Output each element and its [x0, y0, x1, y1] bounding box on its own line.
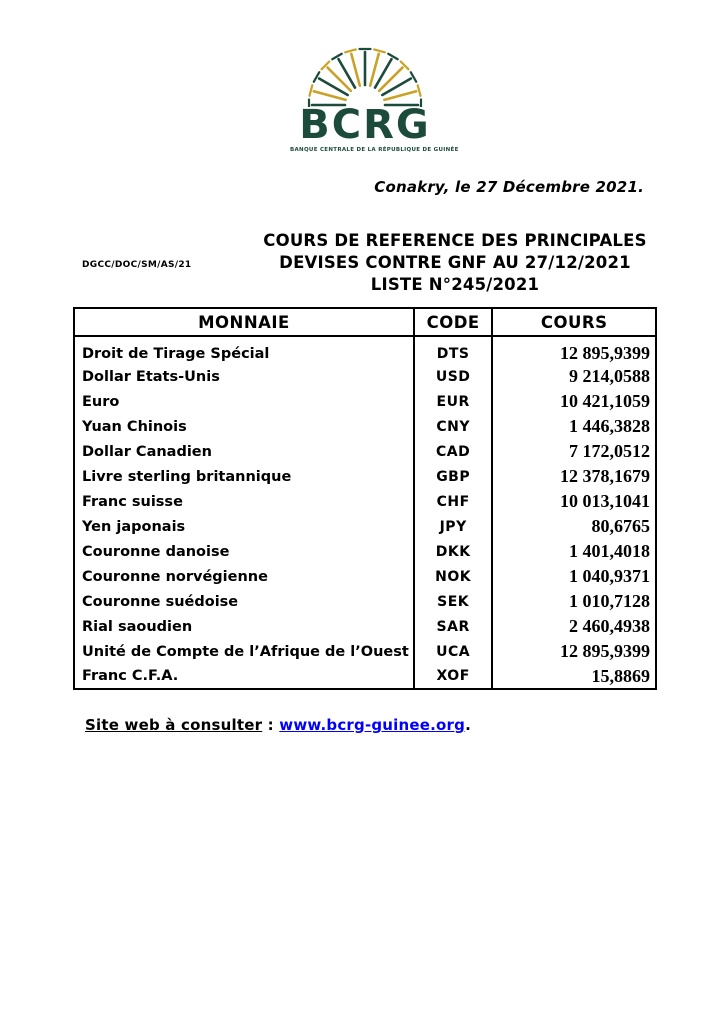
cell-rate: 10 013,1041 — [560, 491, 650, 511]
table-row — [74, 589, 656, 614]
cell-code: DKK — [414, 539, 493, 564]
cell-code: GBP — [414, 464, 493, 489]
cell-currency: Euro — [82, 393, 120, 410]
table-row — [74, 389, 656, 414]
cell-rate: 15,8869 — [591, 665, 650, 686]
cell-currency: Unité de Compte de l’Afrique de l’Ouest — [82, 643, 409, 660]
website-line — [85, 716, 471, 734]
cell-code: USD — [414, 364, 493, 389]
table-row — [74, 664, 656, 689]
table-row — [74, 336, 656, 364]
table-row — [74, 489, 656, 514]
table-row — [74, 414, 656, 439]
logo-tagline: BANQUE CENTRALE DE LA RÉPUBLIQUE DE GUINÉE — [290, 147, 459, 153]
cell-code: CAD — [414, 439, 493, 464]
cell-rate: 7 172,0512 — [569, 441, 650, 461]
table-row — [74, 464, 656, 489]
website-separator: : — [262, 716, 280, 734]
cell-code: JPY — [414, 514, 493, 539]
cell-code: CHF — [414, 489, 493, 514]
cell-currency: Yuan Chinois — [82, 418, 187, 435]
column-header-cours: COURS — [492, 308, 656, 336]
cell-currency: Dollar Etats-Unis — [82, 368, 220, 385]
cell-rate: 12 378,1679 — [560, 466, 650, 486]
cell-rate: 1 010,7128 — [569, 591, 650, 611]
column-header-monnaie: MONNAIE — [74, 308, 414, 336]
table-row — [74, 539, 656, 564]
exchange-rates-table — [73, 307, 657, 690]
website-link[interactable]: www.bcrg-guinee.org — [279, 716, 466, 734]
title-line-3: LISTE N°245/2021 — [370, 275, 540, 294]
cell-rate: 2 460,4938 — [569, 616, 650, 636]
cell-currency: Droit de Tirage Spécial — [82, 345, 270, 362]
cell-currency: Rial saoudien — [82, 618, 193, 635]
cell-code: SAR — [414, 614, 493, 639]
cell-currency: Franc suisse — [82, 493, 183, 510]
cell-rate: 9 214,0588 — [569, 366, 650, 386]
table-row — [74, 439, 656, 464]
cell-rate: 12 895,9399 — [560, 641, 650, 661]
reference-code: DGCC/DOC/SM/AS/21 — [82, 260, 192, 270]
cell-currency: Franc C.F.A. — [82, 668, 179, 684]
cell-code: SEK — [414, 589, 493, 614]
cell-currency: Couronne norvégienne — [82, 568, 268, 585]
cell-code: CNY — [414, 414, 493, 439]
cell-rate: 10 421,1059 — [560, 391, 650, 411]
table-row — [74, 364, 656, 389]
website-suffix: . — [465, 716, 471, 734]
cell-rate: 1 040,9371 — [569, 566, 650, 586]
cell-currency: Yen japonais — [82, 518, 186, 535]
cell-currency: Couronne danoise — [82, 543, 230, 560]
bcrg-logo — [290, 45, 459, 153]
date-line: Conakry, le 27 Décembre 2021. — [374, 178, 644, 196]
cell-rate: 1 401,4018 — [569, 541, 650, 561]
cell-code: UCA — [414, 639, 493, 664]
sunburst-rays-icon — [295, 45, 435, 107]
logo-name: BCRG — [299, 102, 431, 148]
cell-rate: 80,6765 — [591, 516, 650, 536]
title-line-1: COURS DE REFERENCE DES PRINCIPALES — [263, 231, 647, 250]
cell-rate: 12 895,9399 — [560, 343, 650, 363]
rates-table-body — [74, 336, 656, 689]
website-label: Site web à consulter — [85, 716, 263, 734]
cell-currency: Livre sterling britannique — [82, 468, 292, 485]
cell-currency: Couronne suédoise — [82, 593, 239, 610]
document-title — [200, 230, 710, 296]
table-row — [74, 514, 656, 539]
title-line-2: DEVISES CONTRE GNF AU 27/12/2021 — [279, 253, 631, 272]
cell-currency: Dollar Canadien — [82, 443, 212, 460]
cell-code: DTS — [414, 336, 493, 364]
cell-code: XOF — [414, 664, 493, 689]
cell-rate: 1 446,3828 — [569, 416, 650, 436]
cell-code: EUR — [414, 389, 493, 414]
table-header-row — [74, 308, 656, 336]
table-row — [74, 614, 656, 639]
column-header-code: CODE — [414, 308, 493, 336]
table-row — [74, 564, 656, 589]
table-row — [74, 639, 656, 664]
cell-code: NOK — [414, 564, 493, 589]
